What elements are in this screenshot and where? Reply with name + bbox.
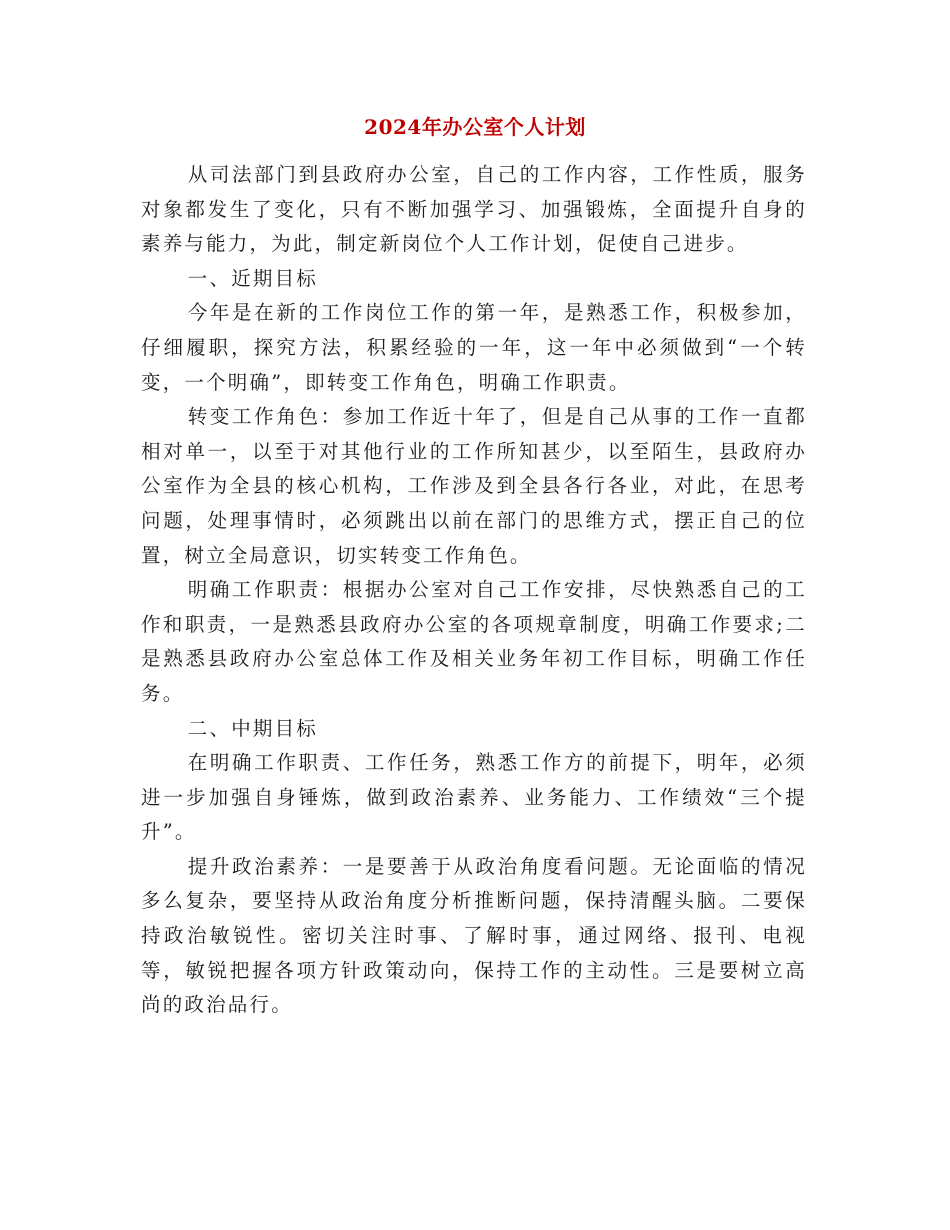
document-body — [141, 158, 807, 1023]
paragraph-role-change: 转变工作角色：参加工作近十年了，但是自己从事的工作一直都相对单一，以至于对其他行业的工作所知甚少，以至陌生，县政府办公室作为全县的核心机构，工作涉及到全县各行各业，对此，在思考问题，处理事情时，必须跳出以前在部门的思维方式，摆正自己的位置，树立全局意识，切实转变工作角色。 — [141, 405, 807, 567]
paragraph-political-literacy: 提升政治素养：一是要善于从政治角度看问题。无论面临的情况多么复杂，要坚持从政治角度分析推断问题，保持清醒头脑。二要保持政治敏锐性。密切关注时事、了解时事，通过网络、报刊、电视等，敏锐把握各项方针政策动向，保持工作的主动性。三是要树立高尚的政治品行。 — [141, 854, 807, 1017]
section-heading-mid-term: 二、中期目标 — [187, 716, 318, 740]
paragraph-mid-term: 在明确工作职责、工作任务，熟悉工作方的前提下，明年，必须进一步加强自身锤炼，做到政治素养、业务能力、工作绩效“三个提升”。 — [141, 751, 807, 844]
document-title: 2024年办公室个人计划 — [364, 115, 586, 139]
paragraph-duties: 明确工作职责：根据办公室对自己工作安排，尽快熟悉自己的工作和职责，一是熟悉县政府办公室的各项规章制度，明确工作要求;二是熟悉县政府办公室总体工作及相关业务年初工作目标，明确工作任务。 — [141, 578, 807, 705]
section-heading-near-term: 一、近期目标 — [187, 266, 318, 290]
paragraph-intro: 从司法部门到县政府办公室，自己的工作内容，工作性质，服务对象都发生了变化，只有不断加强学习、加强锻炼，全面提升自身的素养与能力，为此，制定新岗位个人工作计划，促使自己进步。 — [141, 163, 807, 256]
paragraph-near-term: 今年是在新的工作岗位工作的第一年，是熟悉工作，积极参加，仔细履职，探究方法，积累经验的一年，这一年中必须做到“一个转变，一个明确”，即转变工作角色，明确工作职责。 — [141, 301, 807, 394]
